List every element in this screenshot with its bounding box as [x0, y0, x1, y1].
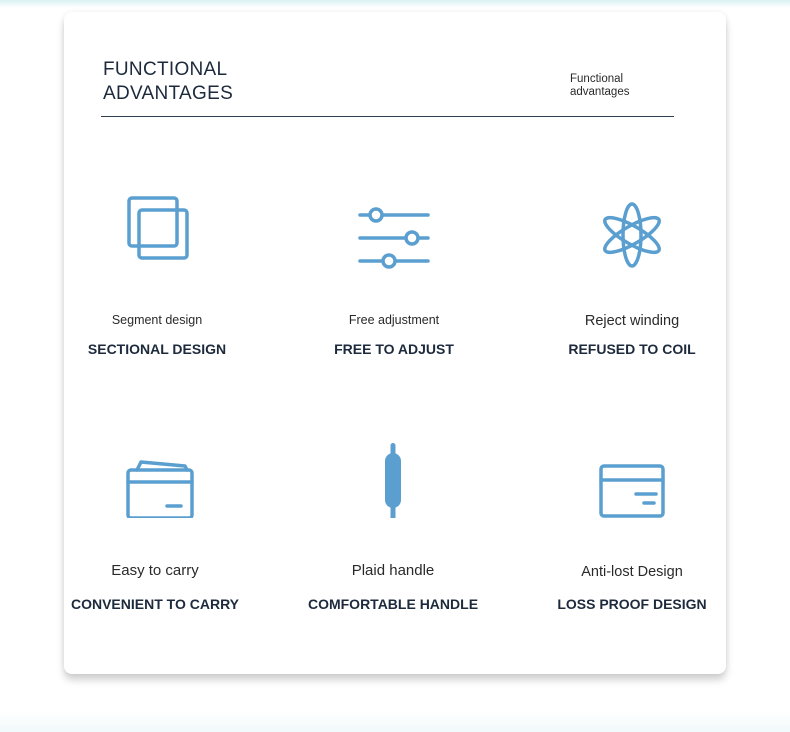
feature-title: LOSS PROOF DESIGN: [557, 596, 707, 612]
feature-caption: Reject winding: [584, 313, 680, 329]
top-background-band: [0, 0, 790, 8]
squares-icon: [117, 189, 197, 269]
advantages-card: [64, 12, 726, 674]
title-divider: [101, 116, 674, 117]
section-title: FUNCTIONAL ADVANTAGES: [103, 59, 234, 104]
bottom-background-band: [0, 712, 790, 732]
feature-caption: Free adjustment: [348, 313, 440, 327]
feature-title: SECTIONAL DESIGN: [87, 341, 227, 357]
feature-title: COMFORTABLE HANDLE: [307, 596, 479, 612]
feature-caption: Segment design: [111, 313, 203, 327]
card-icon: [592, 438, 672, 518]
section-subtitle: Functional advantages: [570, 73, 630, 98]
sliders-icon: [354, 189, 434, 269]
feature-title: CONVENIENT TO CARRY: [70, 596, 239, 612]
feature-caption: Plaid handle: [351, 562, 435, 579]
feature-title: REFUSED TO COIL: [568, 341, 696, 357]
feature-caption: Easy to carry: [111, 562, 199, 579]
feature-title: FREE TO ADJUST: [334, 341, 454, 357]
wallet-icon: [115, 438, 195, 518]
handle-icon: [353, 438, 433, 518]
atom-icon: [592, 189, 672, 269]
feature-caption: Anti-lost Design: [581, 564, 683, 580]
